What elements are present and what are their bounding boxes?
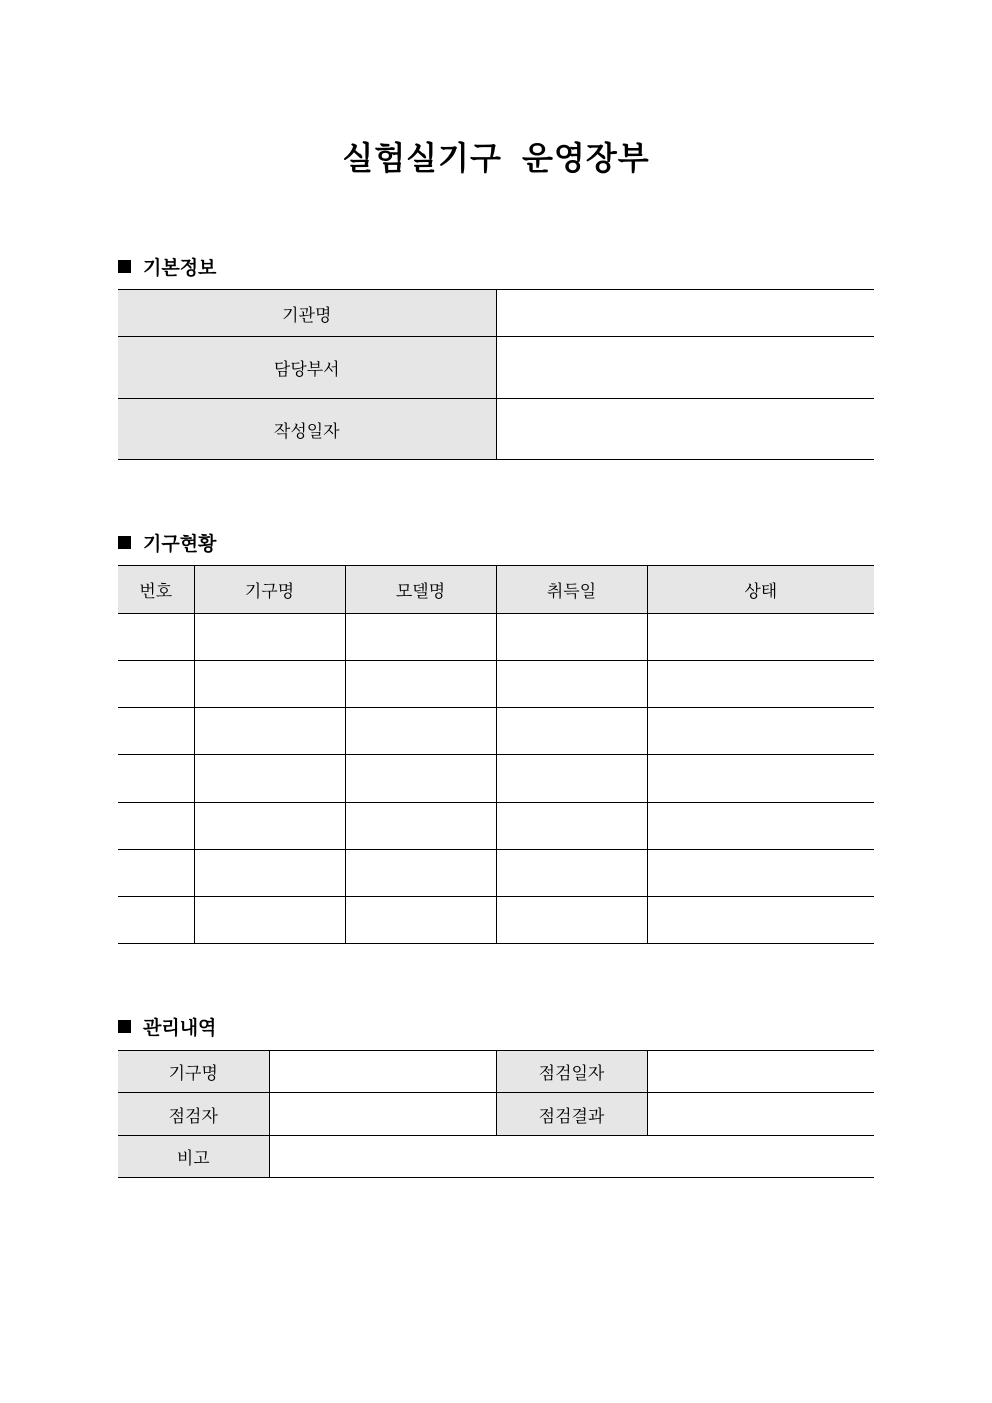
table-row xyxy=(118,661,874,708)
table-cell[interactable] xyxy=(118,850,194,897)
section-heading-basic xyxy=(118,253,216,280)
equipment-status-table xyxy=(118,565,874,944)
table-cell[interactable] xyxy=(118,803,194,850)
label-cell: 점검결과 xyxy=(496,1093,647,1136)
table-cell[interactable] xyxy=(496,850,647,897)
section-heading-label: 기본정보 xyxy=(143,257,217,279)
table-cell[interactable] xyxy=(647,897,874,944)
label-cell: 기구명 xyxy=(118,1051,269,1093)
basic-info-table xyxy=(118,289,874,460)
date-field[interactable] xyxy=(496,399,874,460)
column-header: 상태 xyxy=(647,566,874,614)
table-row xyxy=(118,614,874,661)
remarks-field[interactable] xyxy=(269,1136,874,1178)
square-bullet-icon xyxy=(118,1020,131,1033)
column-header: 번호 xyxy=(118,566,194,614)
institution-name-field[interactable] xyxy=(496,290,874,337)
table-row xyxy=(118,337,874,399)
column-header: 기구명 xyxy=(194,566,345,614)
table-row xyxy=(118,1051,874,1093)
table-cell[interactable] xyxy=(194,803,345,850)
table-cell[interactable] xyxy=(118,614,194,661)
table-row xyxy=(118,1093,874,1136)
section-heading-label: 기구현황 xyxy=(143,533,217,555)
label-cell: 담당부서 xyxy=(118,337,496,399)
section-heading-label: 관리내역 xyxy=(143,1017,217,1039)
table-cell[interactable] xyxy=(194,897,345,944)
table-cell[interactable] xyxy=(118,755,194,803)
management-table xyxy=(118,1050,874,1178)
label-cell: 점검일자 xyxy=(496,1051,647,1093)
table-header-row xyxy=(118,566,874,614)
inspection-result-field[interactable] xyxy=(647,1093,874,1136)
column-header: 모델명 xyxy=(345,566,496,614)
table-row xyxy=(118,803,874,850)
column-header: 취득일 xyxy=(496,566,647,614)
table-cell[interactable] xyxy=(496,897,647,944)
table-cell[interactable] xyxy=(194,614,345,661)
section-heading-management xyxy=(118,1013,216,1040)
table-row xyxy=(118,290,874,337)
table-row xyxy=(118,897,874,944)
table-cell[interactable] xyxy=(345,661,496,708)
table-cell[interactable] xyxy=(118,708,194,755)
table-cell[interactable] xyxy=(647,803,874,850)
department-field[interactable] xyxy=(496,337,874,399)
table-cell[interactable] xyxy=(496,614,647,661)
table-cell[interactable] xyxy=(194,661,345,708)
table-cell[interactable] xyxy=(345,897,496,944)
table-cell[interactable] xyxy=(647,755,874,803)
square-bullet-icon xyxy=(118,536,131,549)
inspection-date-field[interactable] xyxy=(647,1051,874,1093)
equipment-name-field[interactable] xyxy=(269,1051,496,1093)
table-cell[interactable] xyxy=(647,614,874,661)
table-cell[interactable] xyxy=(496,661,647,708)
table-row xyxy=(118,755,874,803)
section-heading-equipment xyxy=(118,529,216,556)
label-cell: 기관명 xyxy=(118,290,496,337)
table-cell[interactable] xyxy=(496,755,647,803)
table-row xyxy=(118,850,874,897)
label-cell: 점검자 xyxy=(118,1093,269,1136)
document-title: 실험실기구 운영장부 xyxy=(342,139,650,177)
table-row xyxy=(118,399,874,460)
table-cell[interactable] xyxy=(194,850,345,897)
label-cell: 비고 xyxy=(118,1136,269,1178)
table-cell[interactable] xyxy=(647,708,874,755)
inspector-field[interactable] xyxy=(269,1093,496,1136)
label-cell: 작성일자 xyxy=(118,399,496,460)
table-cell[interactable] xyxy=(345,614,496,661)
table-cell[interactable] xyxy=(647,850,874,897)
table-row xyxy=(118,1136,874,1178)
table-cell[interactable] xyxy=(345,803,496,850)
table-cell[interactable] xyxy=(345,708,496,755)
table-cell[interactable] xyxy=(345,850,496,897)
square-bullet-icon xyxy=(118,260,131,273)
table-row xyxy=(118,708,874,755)
table-cell[interactable] xyxy=(496,708,647,755)
table-cell[interactable] xyxy=(496,803,647,850)
table-cell[interactable] xyxy=(194,755,345,803)
table-cell[interactable] xyxy=(118,897,194,944)
table-cell[interactable] xyxy=(647,661,874,708)
table-cell[interactable] xyxy=(118,661,194,708)
table-cell[interactable] xyxy=(345,755,496,803)
table-cell[interactable] xyxy=(194,708,345,755)
